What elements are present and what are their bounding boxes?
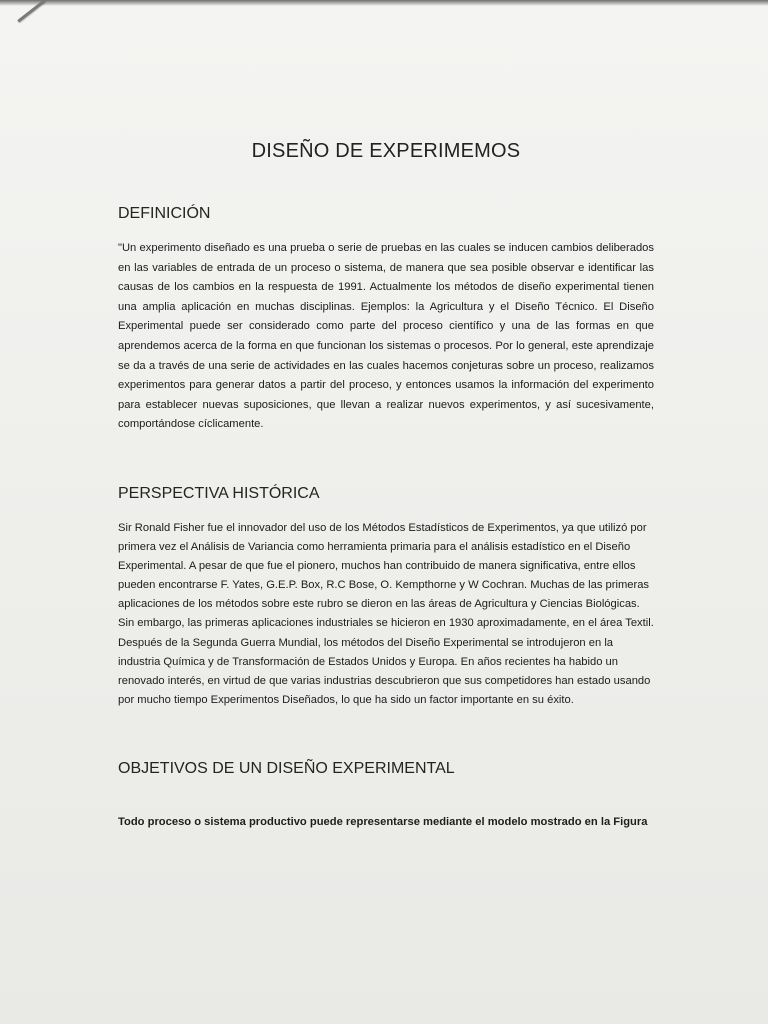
section-heading-objetivos: OBJETIVOS DE UN DISEÑO EXPERIMENTAL: [118, 759, 455, 777]
paragraph-perspectiva-historica: Sir Ronald Fisher fue el innovador del uso de los Métodos Estadísticos de Experimentos, ya que utilizó por primera vez el Análisis de Variancia como herramienta primaria para el análisis estadístico en el Diseño Experimental. A pesar de que fue el pionero, muchos han contribuido de manera significativa, entre ellos pueden encontrarse F. Yates, G.E.P. Box, R.C Bose, O. Kempthorne y W Cochran. Muchas de las primeras aplicaciones de los métodos sobre este rubro se dieron en las áreas de Agricultura y Ciencias Biológicas. Sin embargo, las primeras aplicaciones industriales se hicieron en 1930 aproximadamente, en el área Textil. Después de la Segunda Guerra Mundial, los métodos del Diseño Experimental se introdujeron en la industria Química y de Transformación de Estados Unidos y Europa. En años recientes ha habido un renovado interés, en virtud de que varias industrias descubrieron que sus competidores han estado usando por mucho tiempo Experimentos Diseñados, lo que ha sido un factor importante en su éxito.: [118, 521, 654, 706]
top-edge-shadow: [0, 0, 768, 6]
section-objetivos: [118, 760, 654, 828]
section-perspectiva-historica: [118, 485, 654, 710]
paragraph-objetivos: Todo proceso o sistema productivo puede representarse mediante el modelo mostrado en la Figura: [118, 815, 648, 828]
section-heading-definicion: DEFINICIÓN: [118, 205, 211, 222]
document-title: DISEÑO DE EXPERIMEMOS: [251, 140, 521, 162]
paragraph-definicion: "Un experimento diseñado es una prueba o serie de pruebas en las cuales se inducen cambios deliberados en las variables de entrada de un proceso o sistema, de manera que sea posible observar e identificar las causas de los cambios en la respuesta de 1991. Actualmente los métodos de diseño experimental tienen una amplia aplicación en muchas disciplinas. Ejemplos: la Agricultura y el Diseño Técnico. El Diseño Experimental puede ser considerado como parte del proceso científico y una de las formas en que aprendemos acerca de la forma en que funcionan los sistemas o procesos. Por lo general, este aprendizaje se da a través de una serie de actividades en las cuales hacemos conjeturas sobre un proceso, realizamos experimentos para generar datos a partir del proceso, y entonces usamos la información del experimento para establecer nuevas suposiciones, que llevan a realizar nuevos experimentos, y así sucesivamente, comportándose cíclicamente.: [118, 242, 654, 431]
section-definicion: [118, 205, 654, 435]
document-body: [118, 140, 654, 828]
section-heading-perspectiva-historica: PERSPECTIVA HISTÓRICA: [118, 484, 320, 502]
